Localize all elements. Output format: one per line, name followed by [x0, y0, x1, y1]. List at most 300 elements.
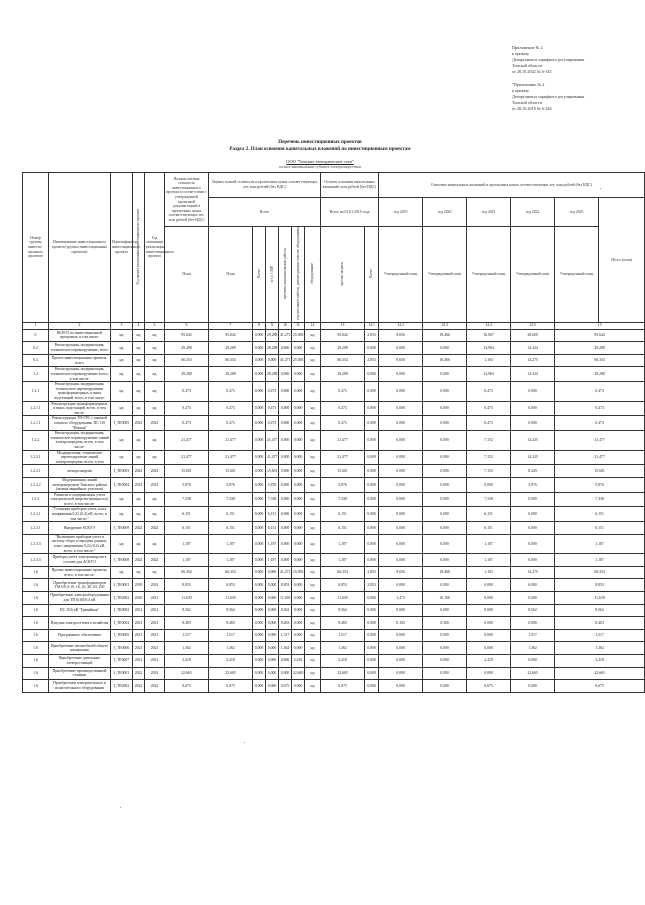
value-cell: 0,000	[379, 367, 423, 382]
value-cell: 0,000	[365, 554, 379, 567]
value-cell: 0,000	[253, 522, 266, 535]
table-row	[23, 367, 645, 382]
value-cell: нд	[133, 354, 145, 367]
value-cell: 21,477	[321, 431, 365, 450]
value-cell: нд	[133, 329, 145, 342]
value-cell: 0,300	[423, 617, 467, 630]
table-row	[23, 604, 645, 617]
value-cell: 15,601	[555, 465, 645, 478]
value-cell: 0,000	[423, 642, 467, 655]
group-number-cell: 1.2.3.3	[23, 534, 49, 553]
value-cell: 21,477	[165, 450, 209, 465]
value-cell: 0,000	[511, 401, 555, 416]
value-cell: 8,853	[165, 579, 209, 592]
value-cell: 14,325	[511, 450, 555, 465]
value-cell: 2,853	[365, 579, 379, 592]
column-index: 7	[209, 322, 253, 329]
value-cell: 0,000	[253, 566, 266, 579]
column-index: 15	[555, 322, 645, 329]
value-cell: 2022	[145, 554, 165, 567]
value-cell: 0,473	[555, 382, 645, 401]
project-id-cell: I_TE0006	[111, 642, 133, 655]
value-cell: 0,473	[321, 401, 365, 416]
value-cell: 1,103	[467, 354, 511, 367]
value-cell: 8,483	[321, 617, 365, 630]
value-cell: 0,000	[379, 431, 423, 450]
project-id-cell: I_TE0007	[111, 654, 133, 667]
column-index: 14.3	[423, 322, 467, 329]
value-cell: 0,000	[365, 522, 379, 535]
value-cell: нд	[305, 465, 321, 478]
table-row	[23, 522, 645, 535]
value-cell: 21,477	[209, 431, 253, 450]
value-cell: 8,562	[165, 604, 209, 617]
value-cell: 0,000	[253, 507, 266, 522]
value-cell: 2022	[133, 680, 145, 693]
annex-line: от 28.10.2022 № 6-145	[512, 69, 552, 74]
value-cell: 0,000	[292, 629, 305, 642]
project-id-cell: I_TE0002	[111, 592, 133, 605]
value-cell: 2022	[145, 522, 165, 535]
project-name-cell: "Установка приборов учета, класс напряжения 0,22 (0,4) кВ, всего, в том числе:"	[49, 507, 111, 522]
group-number-cell: 1.6	[23, 592, 49, 605]
company-name: ООО "Томские электрические сети"	[286, 159, 354, 164]
value-cell: 0,000	[253, 654, 266, 667]
value-cell: 6,151	[321, 522, 365, 535]
value-cell: 0,000	[423, 554, 467, 567]
value-cell: 11,639	[209, 592, 253, 605]
value-cell: 14,325	[511, 431, 555, 450]
value-cell: 0,000	[365, 507, 379, 522]
value-cell: 0,675	[555, 680, 645, 693]
value-cell: 0,000	[467, 592, 511, 605]
value-cell: 95,642	[165, 329, 209, 342]
column-index: 5	[145, 322, 165, 329]
value-cell: 2,418	[292, 654, 305, 667]
value-cell: 1,187	[321, 534, 365, 553]
project-id-cell: нд	[111, 534, 133, 553]
project-id-cell: I_TE0003	[111, 604, 133, 617]
value-cell: 0,000	[423, 492, 467, 507]
value-cell: 0,000	[365, 342, 379, 355]
value-cell: 7,338	[467, 492, 511, 507]
value-cell: нд	[305, 431, 321, 450]
project-id-cell: I_TE0001	[111, 579, 133, 592]
value-cell: 8,562	[209, 604, 253, 617]
project-name-cell: ПС 35/6 кВ "Гравийная"	[49, 604, 111, 617]
header-approved-2: Утвержденный план	[423, 227, 467, 323]
value-cell: 6,151	[266, 507, 279, 522]
title-block	[150, 139, 490, 170]
value-cell: 0,000	[266, 642, 279, 655]
table-row	[23, 654, 645, 667]
value-cell: 5,876	[555, 477, 645, 492]
project-id-cell: нд	[111, 401, 133, 416]
value-cell: нд	[305, 629, 321, 642]
value-cell: 5,876	[321, 477, 365, 492]
value-cell: 1,517	[209, 629, 253, 642]
value-cell: 1,362	[209, 642, 253, 655]
header-vert-build	[292, 227, 305, 323]
value-cell: 0,000	[423, 416, 467, 431]
value-cell: 0,000	[279, 522, 292, 535]
value-cell: 2,853	[365, 354, 379, 367]
value-cell: 6,151	[165, 522, 209, 535]
value-cell: 6,151	[555, 522, 645, 535]
group-number-cell: 1.6	[23, 566, 49, 579]
value-cell: 0,000	[365, 667, 379, 680]
value-cell: 0,000	[365, 642, 379, 655]
project-name-cell: Реконструкция, модернизация, техническое перевооружение трансформаторных и иных подстанций, всего, в том числе:	[49, 382, 111, 401]
table-row	[23, 431, 645, 450]
value-cell: 15,601	[321, 465, 365, 478]
value-cell: 2021	[145, 604, 165, 617]
value-cell: 0,000	[279, 431, 292, 450]
header-year-2023: год 2023	[555, 198, 599, 227]
table-row	[23, 401, 645, 416]
project-name-cell: Прочие инвестиционные проекты, всего, в том числе:	[49, 566, 111, 579]
value-cell: 0,473	[209, 416, 253, 431]
header-plan-label: План	[165, 227, 209, 323]
value-cell: 0,000	[292, 604, 305, 617]
project-name-cell: Приобретение электрооборудования для ТП 6(10)/0,4 кВ	[49, 592, 111, 605]
value-cell: 6,151	[209, 507, 253, 522]
table-row	[23, 642, 645, 655]
table-row	[23, 416, 645, 431]
value-cell: 0,000	[279, 667, 292, 680]
header-full-cost: Всего	[209, 198, 321, 227]
header-approved-3: Утвержденный план	[467, 227, 511, 323]
value-cell: 5,876	[165, 477, 209, 492]
value-cell: 0,000	[266, 604, 279, 617]
group-number-cell: 1.2.3.1	[23, 522, 49, 535]
group-number-cell: 1.2.3.3	[23, 554, 49, 567]
value-cell: 11,639	[555, 592, 645, 605]
column-index: 1	[23, 322, 49, 329]
value-cell: 1,187	[321, 554, 365, 567]
value-cell: 0,000	[253, 579, 266, 592]
table-row	[23, 450, 645, 465]
value-cell: нд	[145, 382, 165, 401]
header-vert-pir	[279, 227, 292, 323]
value-cell: 22,665	[511, 667, 555, 680]
value-cell: 0,000	[253, 329, 266, 342]
header-vert-equip	[305, 227, 321, 323]
value-cell: нд	[305, 642, 321, 655]
header-approved-4: Утвержденный план	[511, 227, 555, 323]
project-id-cell: I_TE0004	[111, 477, 133, 492]
column-index: 2	[49, 322, 111, 329]
value-cell: 15,601	[165, 465, 209, 478]
value-cell: нд	[145, 329, 165, 342]
value-cell: 0,000	[379, 416, 423, 431]
column-index: 9	[266, 322, 279, 329]
value-cell: 0,000	[279, 382, 292, 401]
value-cell: 0,000	[365, 680, 379, 693]
value-cell: 8,562	[511, 604, 555, 617]
value-cell: 66,354	[209, 566, 253, 579]
value-cell: 0,000	[253, 416, 266, 431]
value-cell: 0,000	[266, 592, 279, 605]
value-cell: 0,000	[253, 367, 266, 382]
value-cell: 0,000	[292, 592, 305, 605]
annex-line: Департамента тарифного регулирования	[512, 94, 585, 99]
value-cell: 0,000	[467, 667, 511, 680]
annex-line: от 28.10.2018 № 6-226	[512, 106, 552, 111]
value-cell: 0,000	[253, 492, 266, 507]
value-cell: 0,000	[423, 534, 467, 553]
value-cell: нд	[305, 566, 321, 579]
value-cell: 22,665	[292, 667, 305, 680]
value-cell: 1,517	[165, 629, 209, 642]
value-cell: 22,665	[165, 667, 209, 680]
value-cell: 95,642	[209, 329, 253, 342]
value-cell: 6,000	[511, 579, 555, 592]
project-name-cell: Реконструкция трансформаторных и иных подстанций, всего, в том числе:	[49, 401, 111, 416]
value-cell: нд	[133, 507, 145, 522]
value-cell: 0,000	[423, 680, 467, 693]
value-cell: 0,000	[253, 401, 266, 416]
value-cell: 0,000	[379, 492, 423, 507]
value-cell: 1,517	[321, 629, 365, 642]
project-name-cell: "Включение приборов учета в систему сбора и передачи данных, класс напряжения 0,22 (0,4) кВ, всего, в том числе:"	[49, 534, 111, 553]
value-cell: 29,288	[165, 367, 209, 382]
value-cell: 0,000	[365, 450, 379, 465]
value-cell: 0,000	[253, 534, 266, 553]
value-cell: 0,675	[209, 680, 253, 693]
value-cell: 0,000	[279, 450, 292, 465]
header-approved-1: Утвержденный план	[379, 227, 423, 323]
value-cell: 0,000	[467, 617, 511, 630]
value-cell: 21,477	[266, 450, 279, 465]
value-cell: 7,338	[555, 492, 645, 507]
value-cell: 0,000	[292, 431, 305, 450]
value-cell: 22,665	[555, 667, 645, 680]
group-number-cell: 1.2	[23, 367, 49, 382]
value-cell: 0,000	[292, 367, 305, 382]
value-cell: 29,288	[321, 367, 365, 382]
value-cell: 8,562	[555, 604, 645, 617]
value-cell: 0,473	[467, 382, 511, 401]
value-cell: 0,473	[321, 382, 365, 401]
value-cell: 29,288	[266, 367, 279, 382]
value-cell: 0,000	[279, 416, 292, 431]
value-cell: 5,876	[209, 477, 253, 492]
value-cell: 0,000	[365, 604, 379, 617]
value-cell: нд	[305, 522, 321, 535]
project-name-cell: Реконструкция, модернизация, техническое перевооружение, всего	[49, 342, 111, 355]
value-cell: 0,000	[253, 342, 266, 355]
value-cell: 21,477	[555, 450, 645, 465]
project-name-cell: Прочее инвестиционные проекты, всего	[49, 354, 111, 367]
value-cell: нд	[305, 416, 321, 431]
value-cell: нд	[145, 401, 165, 416]
value-cell: нд	[305, 579, 321, 592]
value-cell: 25,083	[292, 566, 305, 579]
vert-text: прочие затраты	[340, 261, 345, 286]
value-cell: 2019	[133, 579, 145, 592]
value-cell: 8,562	[321, 604, 365, 617]
group-number-cell: 0	[23, 329, 49, 342]
group-number-cell: 1.2.1.1	[23, 416, 49, 431]
value-cell: 8,853	[209, 579, 253, 592]
value-cell: 2022	[145, 680, 165, 693]
column-index: 14.4	[467, 322, 511, 329]
value-cell: 21,477	[555, 431, 645, 450]
value-cell: 8,853	[321, 579, 365, 592]
value-cell: 2023	[133, 477, 145, 492]
header-num: Номер группы инвести-ционных проектов	[23, 173, 49, 323]
table-row	[23, 354, 645, 367]
group-number-cell: 1.6	[23, 667, 49, 680]
value-cell: 0,000	[365, 465, 379, 478]
value-cell: 0,000	[266, 617, 279, 630]
value-cell: 25,083	[292, 329, 305, 342]
project-id-cell: I_TE0009	[111, 522, 133, 535]
value-cell: нд	[145, 534, 165, 553]
value-cell: 0,473	[467, 416, 511, 431]
project-name-cell: ВСЕГО по инвестиционной программе, в том числе:	[49, 329, 111, 342]
table-row	[23, 554, 645, 567]
value-cell: 0,000	[423, 450, 467, 465]
value-cell: 0,000	[266, 680, 279, 693]
value-cell: нд	[145, 566, 165, 579]
value-cell: 2021	[145, 629, 165, 642]
value-cell: 0,000	[511, 382, 555, 401]
value-cell: 0,000	[511, 416, 555, 431]
column-index: 11	[292, 322, 305, 329]
value-cell: 66,354	[209, 354, 253, 367]
value-cell: 0,000	[292, 342, 305, 355]
value-cell: 8,483	[555, 617, 645, 630]
value-cell: 0,000	[253, 667, 266, 680]
project-id-cell: I_TE0005	[111, 416, 133, 431]
value-cell: 18,466	[423, 566, 467, 579]
value-cell: 1,187	[209, 534, 253, 553]
header-start-year-text: Год начала реализации инвестиционного проекта	[136, 208, 141, 285]
value-cell: нд	[145, 367, 165, 382]
group-number-cell: 1.2.1	[23, 382, 49, 401]
project-id-cell: I_TE0004	[111, 617, 133, 630]
vert-text: Всего	[256, 269, 261, 278]
annex-line: к приказу	[512, 88, 530, 93]
value-cell: 0,000	[365, 382, 379, 401]
value-cell: 8,483	[165, 617, 209, 630]
header-total-cost: Полная сметная стоимость инвестиционного проекта в соответствии с утвержденной проектной документацией в прогнозных ценах соответствующих лет, млн рублей (без НДС)	[165, 173, 209, 227]
value-cell: 0,000	[279, 465, 292, 478]
value-cell: 0,000	[279, 477, 292, 492]
value-cell: 29,288	[555, 342, 645, 355]
project-id-cell: нд	[111, 367, 133, 382]
column-index: 14.5	[511, 322, 555, 329]
value-cell: 0,000	[365, 492, 379, 507]
value-cell: 0,000	[379, 642, 423, 655]
value-cell: нд	[305, 492, 321, 507]
table-row	[23, 617, 645, 630]
value-cell: нд	[305, 554, 321, 567]
value-cell: 7,338	[321, 492, 365, 507]
value-cell: 1,187	[467, 534, 511, 553]
value-cell: 1,187	[266, 534, 279, 553]
header-end-year: Год окончания реализации инвестиционного проекта	[145, 173, 165, 323]
value-cell: нд	[145, 492, 165, 507]
table-row	[23, 680, 645, 693]
value-cell: 0,675	[321, 680, 365, 693]
value-cell: 6,151	[209, 522, 253, 535]
column-index: 10	[279, 322, 292, 329]
value-cell: 0,000	[423, 431, 467, 450]
value-cell: 14,964	[467, 367, 511, 382]
value-cell: 66,354	[321, 354, 365, 367]
value-cell: 2022	[145, 416, 165, 431]
value-cell: 0,000	[253, 382, 266, 401]
value-cell: 2022	[133, 554, 145, 567]
project-name-cell: Покупка электросетевого хозяйства	[49, 617, 111, 630]
group-number-cell: 0.4	[23, 354, 49, 367]
value-cell: 1,187	[209, 554, 253, 567]
value-cell: нд	[133, 534, 145, 553]
project-name-cell: Модернизация, техническое перевооружение линий электропередачи, всего, в том	[49, 450, 111, 465]
value-cell: 0,000	[423, 342, 467, 355]
value-cell: 6,151	[467, 522, 511, 535]
value-cell: 1,187	[165, 534, 209, 553]
value-cell: 0,000	[511, 534, 555, 553]
value-cell: 0,000	[266, 629, 279, 642]
value-cell: 0,000	[423, 401, 467, 416]
value-cell: 2022	[133, 465, 145, 478]
value-cell: 0,000	[292, 416, 305, 431]
project-name-cell: Реконструкция, модернизация, техническое перевооружение линий электропередачи, всего, в том числе:	[50, 431, 109, 449]
value-cell: 66,354	[165, 566, 209, 579]
value-cell: 2021	[133, 617, 145, 630]
group-number-cell: 1.2.3	[23, 492, 49, 507]
value-cell: 2023	[145, 477, 165, 492]
vert-text: в т.ч. СМР	[269, 265, 274, 282]
value-cell: 29,288	[209, 367, 253, 382]
value-cell: 8,853	[279, 579, 292, 592]
value-cell: 6,151	[555, 507, 645, 522]
project-id-cell: нд	[111, 450, 133, 465]
value-cell: 2023	[145, 579, 165, 592]
value-cell: 6,151	[321, 507, 365, 522]
vert-text: строительные работы, реконструкция, монтаж оборудования	[295, 227, 300, 321]
value-cell: 1,362	[321, 642, 365, 655]
value-cell: 7,338	[165, 492, 209, 507]
group-number-cell: 1.6	[23, 629, 49, 642]
project-name-cell: Приборы учёта электроэнергии в составе для АСКУЭ	[49, 554, 111, 567]
project-name-cell: Приобретение дизельных электростанций	[49, 654, 111, 667]
group-number-cell: 1.2.1.1	[23, 401, 49, 416]
value-cell: 0,000	[379, 680, 423, 693]
value-cell: 0,000	[511, 507, 555, 522]
value-cell: 0,675	[279, 680, 292, 693]
project-id-cell: I_TE0001	[111, 667, 133, 680]
value-cell: 29,288	[209, 342, 253, 355]
value-cell: 2023	[145, 465, 165, 478]
value-cell: 0,473	[209, 401, 253, 416]
value-cell: 14,324	[511, 367, 555, 382]
group-number-cell: 1.6	[23, 604, 49, 617]
value-cell: 14,324	[511, 342, 555, 355]
table-row	[23, 342, 645, 355]
value-cell: 16,067	[467, 329, 511, 342]
value-cell: 0,000	[253, 617, 266, 630]
annex-line: Приложение № 2	[512, 45, 543, 50]
value-cell: 2,418	[165, 654, 209, 667]
value-cell: 1,362	[279, 642, 292, 655]
value-cell: нд	[305, 617, 321, 630]
value-cell: нд	[305, 667, 321, 680]
